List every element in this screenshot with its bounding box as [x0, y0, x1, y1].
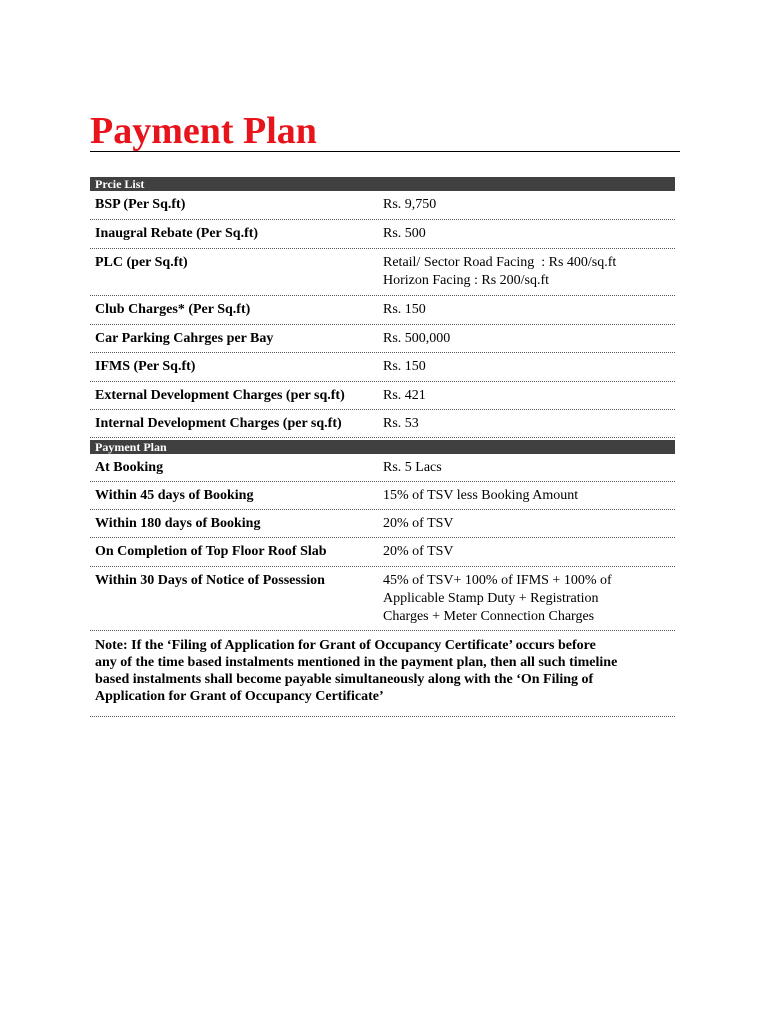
row-label: Within 45 days of Booking	[95, 488, 254, 503]
table-row	[90, 538, 675, 567]
table-row	[90, 454, 675, 482]
table-row	[90, 482, 675, 510]
row-label: Inaugral Rebate (Per Sq.ft)	[95, 226, 259, 241]
row-label: Within 180 days of Booking	[95, 516, 261, 531]
table-row	[90, 191, 675, 220]
row-value: 20% of TSV	[383, 516, 454, 531]
row-label: At Booking	[95, 460, 164, 475]
note-text	[90, 631, 675, 717]
row-label: External Development Charges (per sq.ft)	[95, 388, 345, 403]
row-value: Rs. 53	[383, 416, 419, 431]
row-value: Rs. 500	[383, 226, 426, 241]
note-line: any of the time based instalments mentioned in the payment plan, then all such timeline	[95, 655, 618, 670]
note-line: Application for Grant of Occupancy Certificate’	[95, 689, 384, 704]
table-row	[90, 353, 675, 382]
value-line: Horizon Facing : Rs 200/sq.ft	[383, 273, 550, 288]
value-line: 45% of TSV+ 100% of IFMS + 100% of	[383, 573, 612, 588]
note-line: based instalments shall become payable simultaneously along with the ‘On Filing of	[95, 672, 594, 687]
row-label: Within 30 Days of Notice of Possession	[95, 573, 325, 588]
row-label: BSP (Per Sq.ft)	[95, 197, 186, 212]
table-row	[90, 296, 675, 325]
row-value: Rs. 5 Lacs	[383, 460, 442, 475]
pricing-table	[90, 177, 675, 717]
row-label: Car Parking Cahrges per Bay	[95, 331, 274, 346]
row-value: Rs. 150	[383, 302, 426, 317]
table-row	[90, 249, 675, 296]
table-row	[90, 410, 675, 438]
page-title: Payment Plan	[90, 110, 317, 152]
table-row	[90, 382, 675, 410]
note-line: Note: If the ‘Filing of Application for Grant of Occupancy Certificate’ occurs before	[95, 638, 596, 653]
payment-plan-header: Payment Plan	[90, 440, 675, 454]
title-divider	[90, 151, 680, 152]
table-row	[90, 220, 675, 249]
row-value: Rs. 150	[383, 359, 426, 374]
value-line: Retail/ Sector Road Facing : Rs 400/sq.ft	[383, 255, 617, 270]
row-label: Club Charges* (Per Sq.ft)	[95, 302, 251, 317]
row-value: Rs. 9,750	[383, 197, 437, 212]
value-line: Charges + Meter Connection Charges	[383, 609, 595, 624]
row-value: Rs. 421	[383, 388, 426, 403]
table-row	[90, 510, 675, 538]
row-value: 15% of TSV less Booking Amount	[383, 488, 579, 503]
value-line: Applicable Stamp Duty + Registration	[383, 591, 599, 606]
row-value: Rs. 500,000	[383, 331, 451, 346]
row-label: Internal Development Charges (per sq.ft)	[95, 416, 342, 431]
row-label: IFMS (Per Sq.ft)	[95, 359, 196, 374]
price-list-header: Prcie List	[90, 177, 675, 191]
table-row	[90, 567, 675, 631]
table-row	[90, 325, 675, 353]
row-value: 20% of TSV	[383, 544, 454, 559]
row-label: PLC (per Sq.ft)	[95, 255, 188, 270]
row-value	[377, 249, 675, 295]
row-value	[377, 567, 675, 630]
row-label: On Completion of Top Floor Roof Slab	[95, 544, 327, 559]
